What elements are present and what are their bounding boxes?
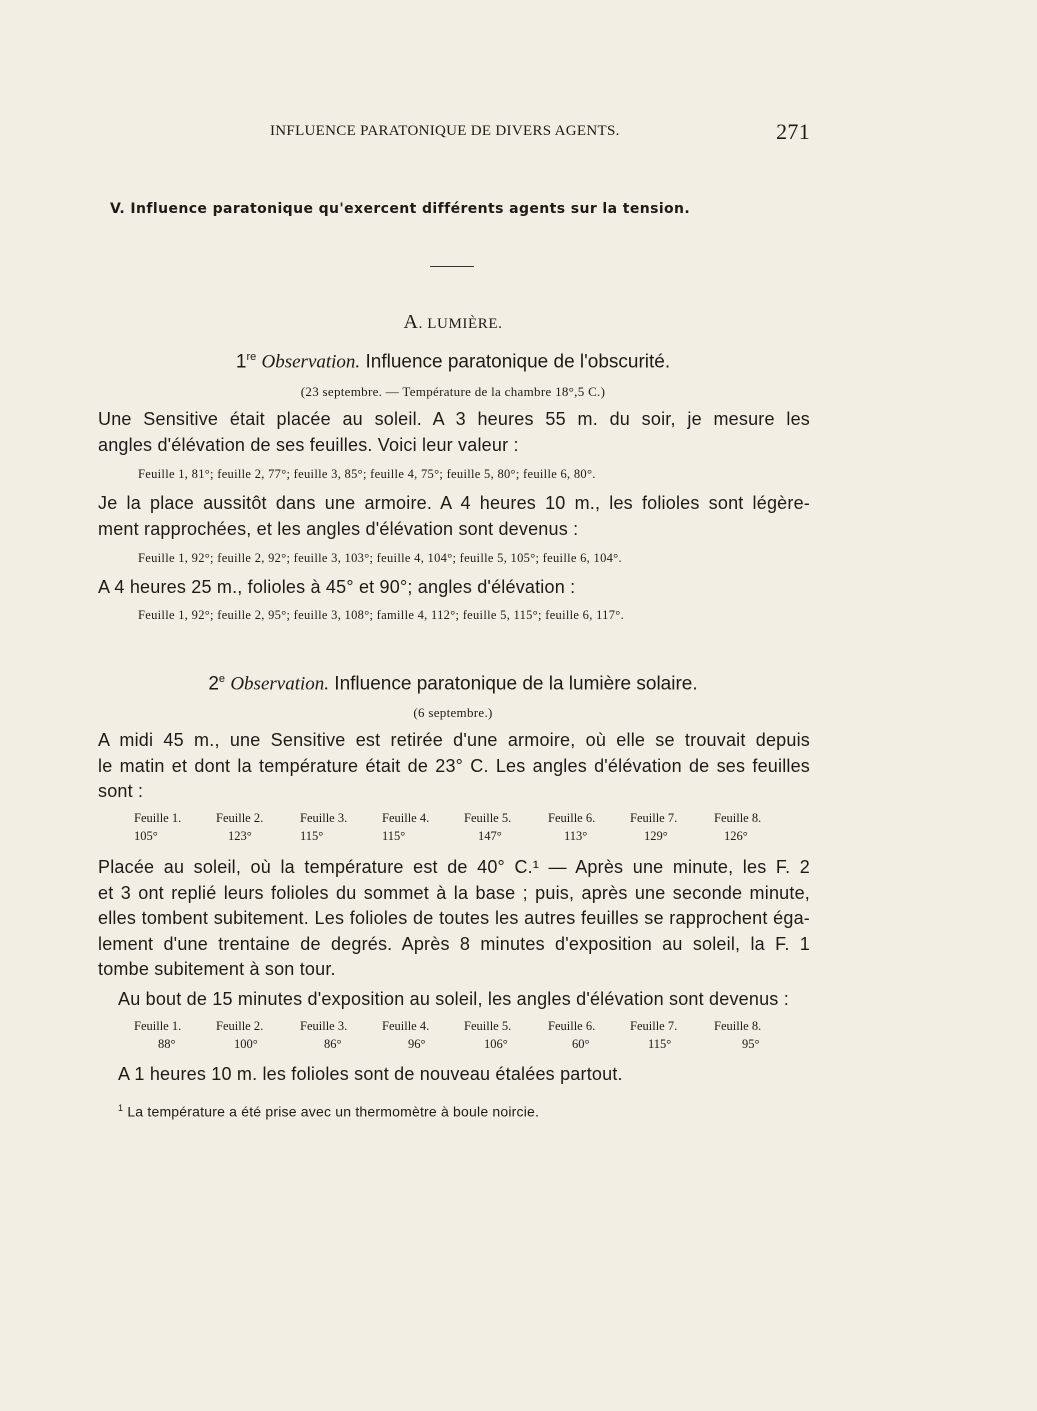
text-line: ment rapprochées, et les angles d'élévation sont devenus : xyxy=(98,518,579,539)
table-cell: 95° xyxy=(742,1037,760,1051)
table-cell: 123° xyxy=(228,829,252,843)
observation-1-heading xyxy=(0,351,906,373)
divider-rule xyxy=(430,266,474,267)
text-line: et 3 ont replié leurs folioles du sommet à la base ; puis, après une seconde minute, xyxy=(98,882,810,903)
section-title: V. Influence paratonique qu'exercent différents agents sur la tension. xyxy=(110,201,691,217)
footnote-text: La température a été prise avec un thermomètre à boule noircie. xyxy=(127,1103,540,1120)
table-cell: 115° xyxy=(648,1037,672,1051)
footnote xyxy=(118,1103,539,1120)
obs1-label: Observation. xyxy=(261,351,361,373)
table-header-cell: Feuille 4. xyxy=(382,1019,430,1033)
table-header-cell: Feuille 6. xyxy=(548,1019,596,1033)
text-line: elles tombent subitement. Les folioles de toutes les autres feuilles se rapprochent éga- xyxy=(98,908,810,928)
obs1-data-line-3: Feuille 1, 92°; feuille 2, 95°; feuille 3, 108°; famille 4, 112°; feuille 5, 115°; feuille 6, 117°. xyxy=(138,608,624,622)
table-header-cell: Feuille 3. xyxy=(300,811,348,825)
obs2-paragraph-4 xyxy=(118,1062,810,1088)
table-cell: 115° xyxy=(382,829,406,843)
table-header-cell: Feuille 7. xyxy=(630,811,678,825)
text-line: A 1 heures 10 m. les folioles sont de nouveau étalées partout. xyxy=(118,1064,623,1084)
table-cell: 96° xyxy=(408,1037,426,1051)
table-header-cell: Feuille 2. xyxy=(216,811,264,825)
footnote-marker: 1 xyxy=(118,1103,124,1113)
table-header-cell: Feuille 5. xyxy=(464,1019,512,1033)
table-row xyxy=(118,1037,798,1055)
subsection-heading: A. LUMIÈRE. xyxy=(403,311,503,333)
obs2-note: (6 septembre.) xyxy=(413,705,493,720)
obs2-table-1 xyxy=(118,811,798,847)
table-header-cell: Feuille 2. xyxy=(216,1019,264,1033)
obs2-table-2 xyxy=(118,1019,798,1055)
header-title: INFLUENCE PARATONIQUE DE DIVERS AGENTS. xyxy=(270,123,620,139)
text-line: sont : xyxy=(98,781,144,801)
table-header-cell: Feuille 8. xyxy=(714,811,762,825)
obs2-number: 2 xyxy=(208,673,219,695)
text-line: lement d'une trentaine de degrés. Après 8 minutes d'exposition au soleil, la F. 1 xyxy=(98,933,810,954)
table-header-cell: Feuille 5. xyxy=(464,811,512,825)
observation-2-heading xyxy=(0,673,906,695)
table-header-cell: Feuille 1. xyxy=(134,1019,182,1033)
obs1-paragraph-3 xyxy=(98,575,810,601)
obs2-title: Influence paratonique de la lumière solaire. xyxy=(334,673,698,695)
text-line: Au bout de 15 minutes d'exposition au soleil, les angles d'élévation sont devenus : xyxy=(118,989,789,1009)
obs1-data-line-2: Feuille 1, 92°; feuille 2, 92°; feuille 3, 103°; feuille 4, 104°; feuille 5, 105°; feuille 6, 104°. xyxy=(138,551,622,565)
table-header-cell: Feuille 1. xyxy=(134,811,182,825)
obs2-paragraph-3 xyxy=(118,987,810,1013)
text-line: A 4 heures 25 m., folioles à 45° et 90°; angles d'élévation : xyxy=(98,577,576,597)
obs1-number: 1 xyxy=(235,351,247,373)
table-cell: 126° xyxy=(724,829,748,843)
obs2-paragraph-1 xyxy=(98,728,810,805)
text-line: Je la place aussitôt dans une armoire. A 4 heures 10 m., les folioles sont légère- xyxy=(98,493,810,513)
table-header-cell: Feuille 6. xyxy=(548,811,596,825)
text-line: Une Sensitive était placée au soleil. A 3 heures 55 m. du soir, je mesure les xyxy=(98,409,810,429)
table-row xyxy=(118,829,798,847)
obs1-note: (23 septembre. — Température de la chambre 18°,5 C.) xyxy=(300,384,606,399)
text-line: angles d'élévation de ses feuilles. Voici leur valeur : xyxy=(98,434,519,455)
table-cell: 86° xyxy=(324,1037,342,1051)
obs1-paragraph-2 xyxy=(98,491,810,542)
table-cell: 147° xyxy=(478,829,502,843)
table-header-cell: Feuille 3. xyxy=(300,1019,348,1033)
table-header-row xyxy=(118,811,798,829)
page-number: 271 xyxy=(776,119,810,144)
table-cell: 88° xyxy=(158,1037,176,1051)
table-cell: 129° xyxy=(644,829,668,843)
obs2-ordinal: e xyxy=(218,673,226,685)
table-cell: 106° xyxy=(484,1037,508,1051)
subsection-title: LUMIÈRE. xyxy=(427,316,503,332)
table-header-cell: Feuille 8. xyxy=(714,1019,762,1033)
table-header-row xyxy=(118,1019,798,1037)
table-cell: 115° xyxy=(300,829,324,843)
obs2-paragraph-2 xyxy=(98,855,810,983)
subsection-letter: A xyxy=(403,311,419,333)
obs1-ordinal: re xyxy=(246,351,257,363)
table-cell: 113° xyxy=(564,829,588,843)
text-line: Placée au soleil, où la température est de 40° C.¹ — Après une minute, les F. 2 xyxy=(98,857,810,877)
text-line: tombe subitement à son tour. xyxy=(98,959,336,979)
table-header-cell: Feuille 4. xyxy=(382,811,430,825)
obs1-paragraph-1 xyxy=(98,407,810,458)
text-line: A midi 45 m., une Sensitive est retirée d'une armoire, où elle se trouvait depuis xyxy=(98,730,810,750)
obs2-label: Observation. xyxy=(230,673,330,695)
table-cell: 100° xyxy=(234,1037,258,1051)
obs1-data-line-1: Feuille 1, 81°; feuille 2, 77°; feuille 3, 85°; feuille 4, 75°; feuille 5, 80°; feuille 6, 80°. xyxy=(138,467,596,481)
table-cell: 105° xyxy=(134,829,158,843)
table-cell: 60° xyxy=(572,1037,590,1051)
text-line: le matin et dont la température était de 23° C. Les angles d'élévation de ses feuilles xyxy=(98,755,810,776)
obs1-title: Influence paratonique de l'obscurité. xyxy=(365,351,671,373)
table-header-cell: Feuille 7. xyxy=(630,1019,678,1033)
